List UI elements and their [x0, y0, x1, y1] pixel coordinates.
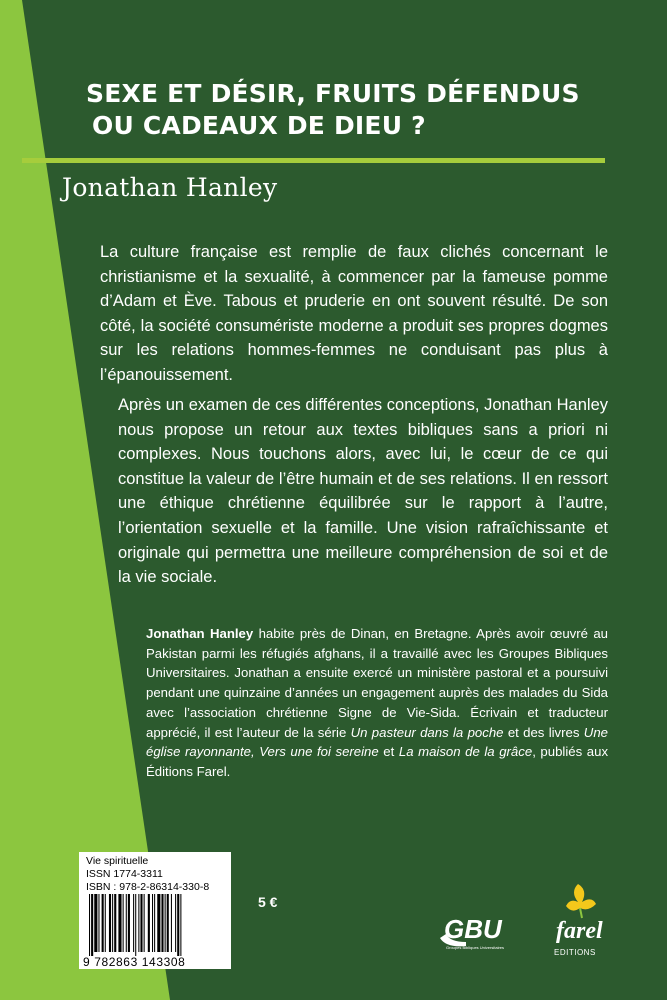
barcode-bar — [180, 894, 181, 956]
bio-series-title: Un pasteur dans la poche — [350, 724, 504, 740]
barcode-bar — [112, 894, 113, 952]
barcode-bar — [123, 894, 124, 952]
farel-flower-icon — [552, 880, 608, 946]
bio-book-2: Vers une foi sereine — [259, 744, 379, 760]
barcode-bar — [126, 894, 127, 952]
bio-text-3: et — [378, 744, 399, 760]
barcode-bar — [109, 894, 111, 952]
bio-separator: , — [251, 744, 260, 760]
barcode-bar — [138, 894, 139, 952]
barcode-bar — [157, 894, 160, 952]
barcode-bar — [118, 894, 121, 952]
barcode-bar — [89, 894, 90, 956]
farel-flower-petals — [566, 884, 596, 911]
barcode-bar — [114, 894, 116, 952]
gbu-logo-text: GBU — [444, 914, 502, 944]
barcode-bar — [133, 894, 134, 952]
barcode-bar — [148, 894, 150, 952]
bio-text-2: et des livres — [503, 724, 584, 740]
barcode-bar — [154, 894, 155, 952]
title-line-1: SEXE ET DÉSIR, FRUITS DÉFENDUS — [86, 79, 580, 108]
barcode-bar — [105, 894, 106, 952]
barcode-bar — [98, 894, 99, 952]
farel-logo-text: farel — [556, 918, 603, 944]
farel-subtitle: EDITIONS — [554, 948, 596, 957]
book-title — [86, 78, 646, 142]
issn-label: ISSN 1774-3311 — [86, 868, 163, 880]
barcode-bar — [167, 894, 169, 952]
barcode-bar — [135, 894, 136, 956]
bio-book-1: Une église rayonnante — [146, 724, 608, 760]
isbn-label: ISBN : 978-2-86314-330-8 — [86, 881, 210, 893]
barcode-bar — [91, 894, 93, 956]
barcode-panel — [79, 852, 231, 969]
price-label: 5 € — [258, 894, 278, 910]
title-divider — [22, 158, 605, 163]
author-name: Jonathan Hanley — [62, 173, 278, 202]
barcode-bar — [94, 894, 97, 952]
barcode-bar — [177, 894, 179, 956]
bio-text-1: habite près de Dinan, en Bretagne. Après avoir œuvré au Pakistan parmi les réfugiés afghans, il a travaillé avec les Groupes Bibliques Universitaires. Jonathan a ensuite exercé un ministère pastoral et a poursuivi pendant une quinzaine d’années un engagement auprès des malades du Sida avec l’association chrétienne Signe de Vie-Sida. Écrivain et traducteur apprécié, il est l’auteur de la série — [146, 626, 608, 740]
title-line-2: OU CADEAUX DE DIEU ? — [92, 111, 426, 140]
barcode-bar — [140, 894, 142, 952]
barcode-bar — [171, 894, 172, 952]
gbu-logo-icon — [436, 908, 528, 952]
barcode-bar — [102, 894, 104, 952]
blurb-paragraph-1: La culture française est remplie de faux clichés concernant le christianisme et la sexualité, à commencer par la fameuse pomme d’Adam et Ève. Tabous et pruderie en ont souvent résulté. De son côté, la société consumériste moderne a produit ses propres dogmes sur les relations hommes-femmes ne conduisant pas plus à l’épanouissement. — [100, 243, 608, 384]
gbu-subtitle: Groupes Bibliques Universitaires — [446, 945, 505, 950]
blurb-paragraph-2: Après un examen de ces différentes conceptions, Jonathan Hanley nous propose un retour aux textes bibliques sans a priori ni complexes. Nous touchons alors, avec lui, le cœur de ce qui constitue la valeur de l’être humain et de ses relations. Il en ressort une éthique chrétienne équilibrée sur le rapport à l’autre, l’orientation sexuelle et la famille. Une vision rafraîchissante et originale qui permettra une meilleure compréhension de soi et de la vie sociale. — [118, 396, 608, 587]
barcode-bar — [161, 894, 163, 952]
bio-text-4: , publiés aux Éditions Farel. — [146, 744, 609, 779]
barcode-bar — [165, 894, 166, 952]
barcode-bar — [144, 894, 145, 952]
bio-author-name: Jonathan Hanley — [146, 626, 254, 641]
barcode-bar — [175, 894, 176, 952]
barcode-bar — [152, 894, 153, 952]
barcode-bars — [89, 894, 181, 956]
bio-book-3: La maison de la grâce — [398, 744, 533, 760]
barcode-image — [79, 852, 231, 969]
author-bio — [146, 624, 608, 782]
farel-flower-stem — [580, 908, 582, 918]
barcode-bar — [128, 894, 130, 952]
barcode-digits: 9 782863 143308 — [83, 955, 186, 969]
category-label: Vie spirituelle — [86, 855, 149, 867]
